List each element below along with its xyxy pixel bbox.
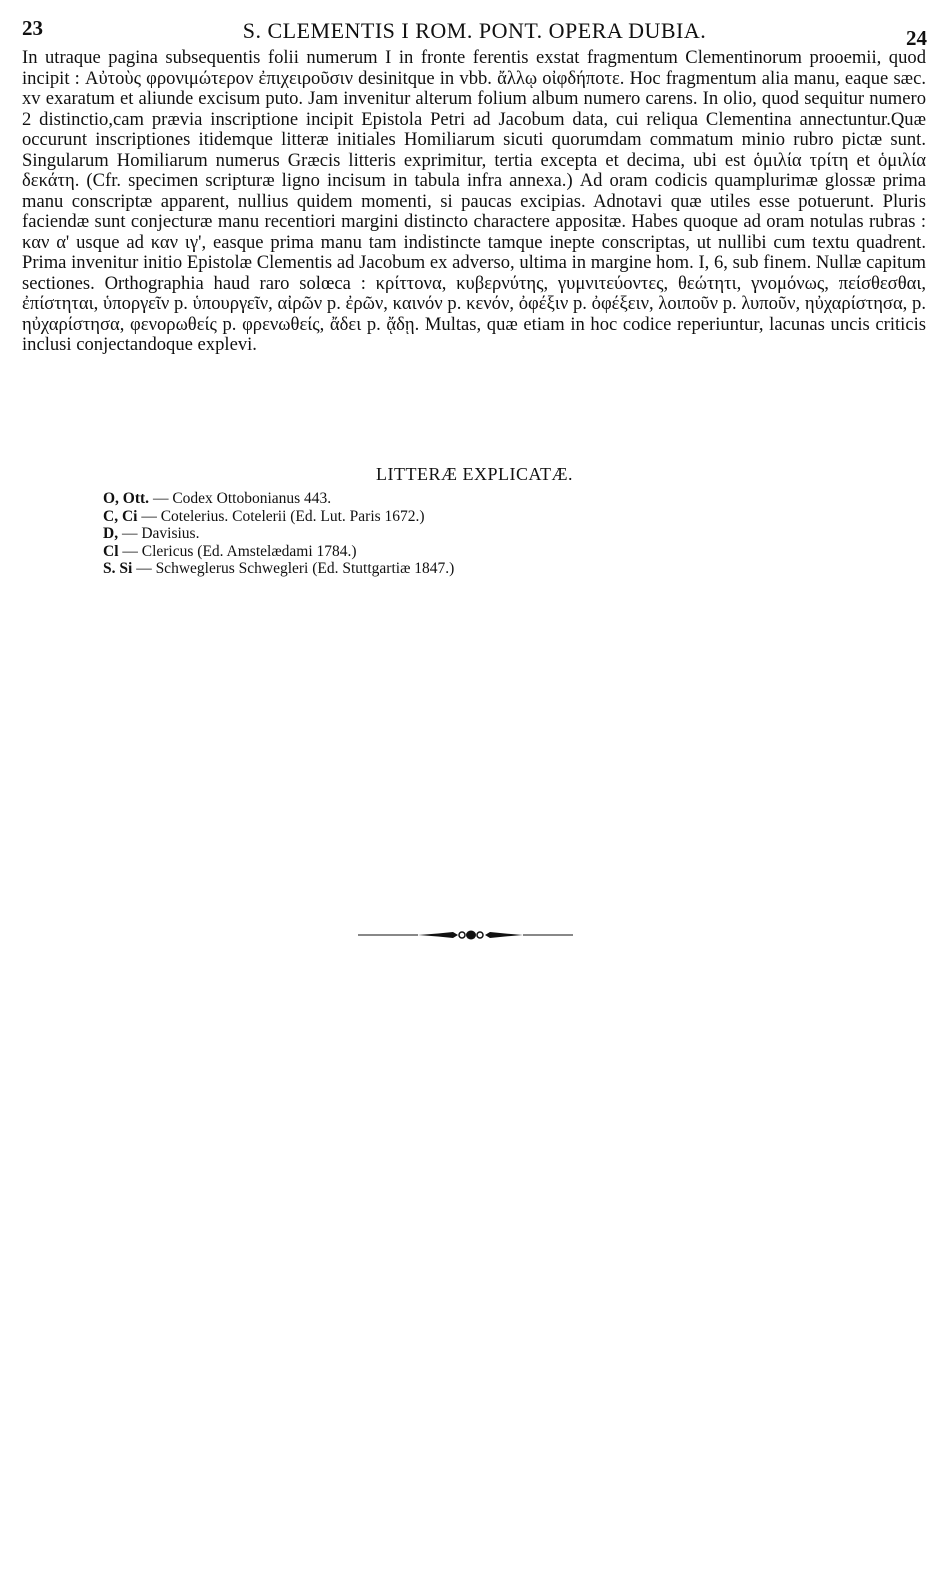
sigla-abbreviation: O, Ott. [103,490,150,507]
sigla-abbreviation: S. Si [103,560,133,577]
running-title: S. CLEMENTIS I ROM. PONT. OPERA DUBIA. [242,18,707,43]
sigla-description: — Davisius. [121,525,200,542]
page-number-left: 23 [22,16,43,40]
sigla-abbreviation: C, Ci [103,507,138,525]
sigla-description: — Clericus (Ed. Amstelædami 1784.) [122,542,357,560]
sigla-entry [103,560,454,578]
page-number-right: 24 [906,26,927,50]
section-title: LITTERÆ EXPLICATÆ. [376,464,573,484]
sigla-list [103,490,454,578]
sigla-abbreviation: D, [103,525,119,542]
tailpiece-ornament [358,928,573,942]
sigla-description: — Codex Ottobonianus 443. [152,490,332,507]
sigla-entry [103,525,454,543]
sigla-entry [103,508,454,526]
body-paragraph: In utraque pagina subsequentis folii numerum I in fronte ferentis exstat fragmentum Clementinorum prooemii, quod incipit : Αὐτοὺς φρονιμώτερον ἐπιχειροῦσιν desinitque in vbb. ἄλλῳ οἰφδήποτε. Hoc fragmentum alia manu, eaque sæc. xv exaratum et aliunde excisum puto. Jam invenitur alterum folium album numero carens. In olio, quod sequitur numero 2 distinctio,cam prævia inscriptione incipit Epistola Petri ad Jacobum data, cui reliqua Clementina annectuntur.Quæ occurunt inscriptiones itidemque litteræ initiales Homiliarum sicuti quorumdam commatum minio rubro pictæ sunt. Singularum Homiliarum numerus Græcis litteris exprimitur, tertia excepta et decima, ubi est ὁμιλία τρίτη et ὁμιλία δεκάτη. (Cfr. specimen scripturæ ligno incisum in tabula infra annexa.) Ad oram codicis quamplurimæ glossæ prima manu conscriptæ apparent, nullius quidem momenti, si paucas excipias. Adnotavi quæ utiles esse potuerunt. Pluris faciendæ sunt conjecturæ manu recentiori margini distincto charactere appositæ. Habes quoque ad oram notulas rubras : καν α' usque ad καν ιγ', easque prima manu tam indistincte tamque inepte conscriptas, ut nullibi cum textu quadrent. Prima invenitur initio Epistolæ Clementis ad Jacobum ex adverso, ultima in margine hom. I, 6, sub finem. Nullæ capitum sectiones. Orthographia haud raro solœca : κρίττονα, κυβερνύτης, γυμνιτεύοντες, θεώτητι, γνομόνως, πείσθεσθαι, ἐπίστηται, ὑποργεῖν p. ὑπουργεῖν, αἰρῶν p. ἐρῶν, καινόν p. κενόν, ὀφέξιν p. ὀφέξειν, λοιποῦν p. λυποῦν, ηὐχαρίστησα, p. ηὐχαρίστησα, φενορωθείς p. φρενωθείς, ἄδει p. ᾄδῃ. Multas, quæ etiam in hoc codice reperiuntur, lacunas uncis criticis inclusi conjectandoque explevi. [22,47,926,355]
sigla-description: — Schweglerus Schwegleri (Ed. Stuttgartiæ 1847.) [136,560,455,577]
sigla-entry [103,543,454,561]
sigla-abbreviation: Cl [103,542,119,560]
page-header [22,14,927,50]
sigla-entry [103,490,454,508]
sigla-description: — Cotelerius. Cotelerii (Ed. Lut. Paris 1672.) [141,507,425,525]
